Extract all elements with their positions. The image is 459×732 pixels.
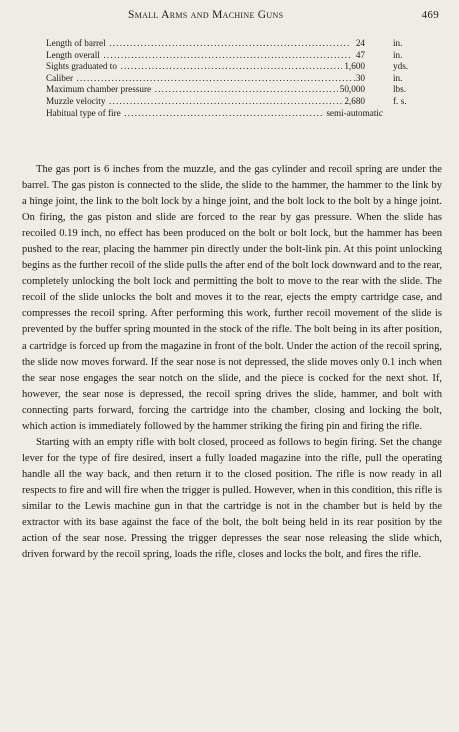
- spec-row: [46, 38, 431, 50]
- page-number: 469: [421, 9, 439, 21]
- paragraph: Starting with an empty rifle with bolt closed, proceed as follows to begin firing. Set the change lever for the type of fire desired, insert a fully loaded magazine into the rifle, pull the operating handle all the way back, and then return it to the closed position. The rifle is now ready in all respects to fire and will fire when the trigger is pulled. However, when in this condition, this rifle is similar to the Lewis machine gun in that the cartridge is not in the chamber but is held by the extractor with its base against the face of the bolt, the bolt being held in its rear position by the action of the sear nose. Pressing the trigger depresses the sear nose releasing the slide which, driven forward by the recoil spring, loads the rifle, closes and locks the bolt, and fires the rifle.: [22, 436, 442, 561]
- specifications-table: [46, 38, 431, 119]
- running-header: [128, 9, 439, 21]
- spec-row: [46, 108, 431, 120]
- spec-value: 47: [355, 49, 365, 60]
- spec-label: Maximum chamber pressure .....: [46, 84, 351, 96]
- spec-value: 50,000: [339, 84, 365, 95]
- spec-value: 1,600: [344, 61, 365, 72]
- running-title: Small Arms and Machine Guns: [128, 9, 284, 21]
- spec-value: .30: [353, 72, 365, 83]
- spec-label: Sights graduated to .....: [46, 61, 351, 73]
- paragraph: The gas port is 6 inches from the muzzle, and the gas cylinder and recoil spring are under the barrel. The gas piston is connected to the slide, the slide to the hammer, the hammer to the link by a hinge joint, the link to the bolt lock by a hinge joint, and the bolt lock to the bolt by a hinge joint. On firing, the gas piston and slide are forced to the rear by gas pressure. When the slide has recoiled 0.19 inch, no effect has been produced on the bolt or bolt lock, but the hammer has been pushed to the rear, placing the hammer pin directly under the bolt-link pin. At this point unlocking begins as the further recoil of the slide pulls the after end of the bolt lock downward and to the rear, completely unlocking the bolt lock and permitting the bolt to move to the rear with the slide. The recoil of the slide unlocks the bolt and moves it to the rear, ejects the empty cartridge case, and compresses the recoil spring. After performing this work, further recoil movement of the slide is prevented by the buffer spring mounted in the stock of the rifle. The bolt being in its after position, a cartridge is forced up from the magazine in front of the bolt. Under the action of the recoil spring, the slide now moves forward. If the sear nose is not depressed, the slide moves only 0.1 inch when the sear nose engages the sear notch on the slide, and the piece is cocked for the next shot. If, however, the sear nose is depressed, the recoil spring drives the slide, hammer, and bolt with connecting parts forward, forcing the cartridge into the chamber, closing and locking the bolt, which action is immediately followed by the hammer striking the firing pin and firing the rifle.: [22, 164, 442, 432]
- spec-unit: in.: [393, 49, 403, 60]
- spec-value: 24: [355, 38, 365, 48]
- spec-value: 2,680: [344, 95, 365, 106]
- spec-unit: yds.: [393, 61, 409, 72]
- spec-row: [46, 61, 431, 73]
- spec-row: [46, 73, 431, 85]
- spec-value: semi-automatic: [326, 107, 383, 118]
- spec-unit: lbs.: [393, 84, 407, 95]
- spec-row: [46, 50, 431, 62]
- spec-row: [46, 96, 431, 108]
- spec-label: Muzzle velocity .....: [46, 96, 351, 108]
- spec-row: [46, 84, 431, 96]
- spec-label: Length of barrel .....: [46, 38, 351, 50]
- spec-label: Caliber .....: [46, 73, 351, 85]
- spec-label: Length overall .....: [46, 50, 351, 62]
- body-text: [22, 162, 442, 563]
- spec-unit: in.: [393, 38, 403, 48]
- spec-label: Habitual type of fire .....: [46, 108, 351, 120]
- spec-unit: in.: [393, 72, 403, 83]
- spec-unit: f. s.: [393, 95, 407, 106]
